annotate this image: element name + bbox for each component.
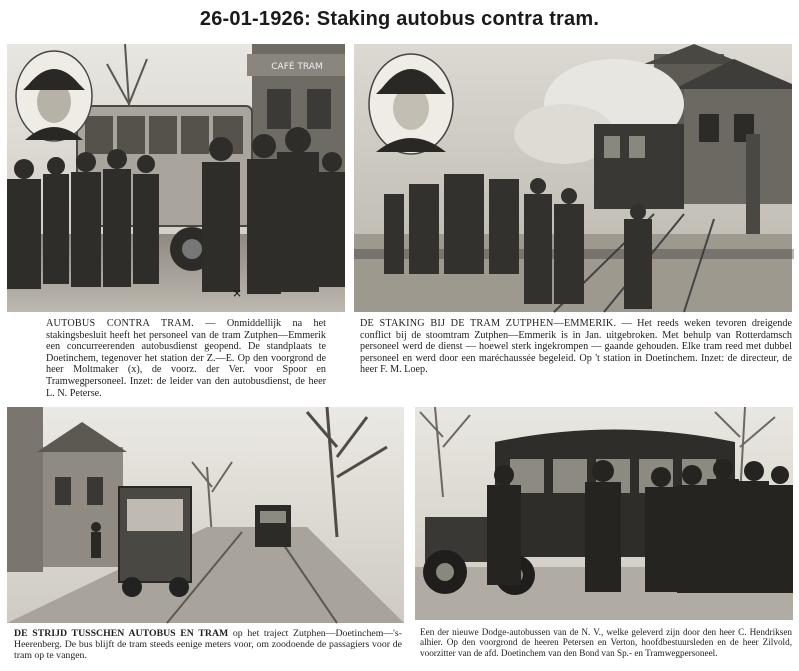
cafe-tram-sign: CAFÉ TRAM	[271, 62, 323, 72]
caption-bottom-right: Een der nieuwe Dodge-autobussen van de N. V., welke geleverd zijn door den heer C. Hendriksen alhier. Op den voorgrond de heeren Petersen en Verton, hoofdbestuursleden en de heer Zilvold, voorzitter van de afd. Doetinchem van den Bond van Sp.- en Tramwegpersoneel.	[420, 627, 792, 658]
page-title: 26-01-1926: Staking autobus contra tram.	[199, 8, 600, 30]
caption-top-right: DE STAKING BIJ DE TRAM ZUTPHEN—EMMERIK. — Het reeds weken tevoren dreigende conflict bij de stoomtram Zutphen—Emmerik is in Jan. uitgebroken. Met behulp van Rotterdamsch personeel werd de dienst — hoewel sterk ingekrompen — gaande gehouden. Elke tram reed met dubbel personeel en werd door een maréchaussée begeleid. Op 't station in Doetinchem. Inzet: de directeur, de heer F. M. Loep.	[360, 318, 792, 376]
caption-top-left: AUTOBUS CONTRA TRAM. — Onmiddellijk na het stakingsbesluit heeft het personeel van de tram Zutphen—Emmerik een concurreerenden autobusdienst geopend. De standplaats te Doetinchem, tegenover het station der Z.—E. Op den voorgrond de heer Moltmaker (x), de voorz. der Ver. voor Spoor en Tramwegpersoneel. Inzet: de leider van den autobusdienst, de heer L. N. Peterse.	[46, 318, 326, 399]
photo-tram-strike-station	[354, 44, 792, 312]
photo-bus-station	[7, 44, 345, 312]
photo-dodge-autobus	[415, 407, 793, 620]
caption-bottom-left: DE STRIJD TUSSCHEN AUTOBUS EN TRAM op het traject Zutphen—Doetinchem—'s-Heerenberg. De bus blijft de tram steeds eenige meters voor, om zoodoende de passagiers voor de tram op te vangen.	[14, 628, 402, 662]
photo-bus-and-tram-road	[7, 407, 404, 623]
svg-text:×: ×	[232, 286, 243, 300]
